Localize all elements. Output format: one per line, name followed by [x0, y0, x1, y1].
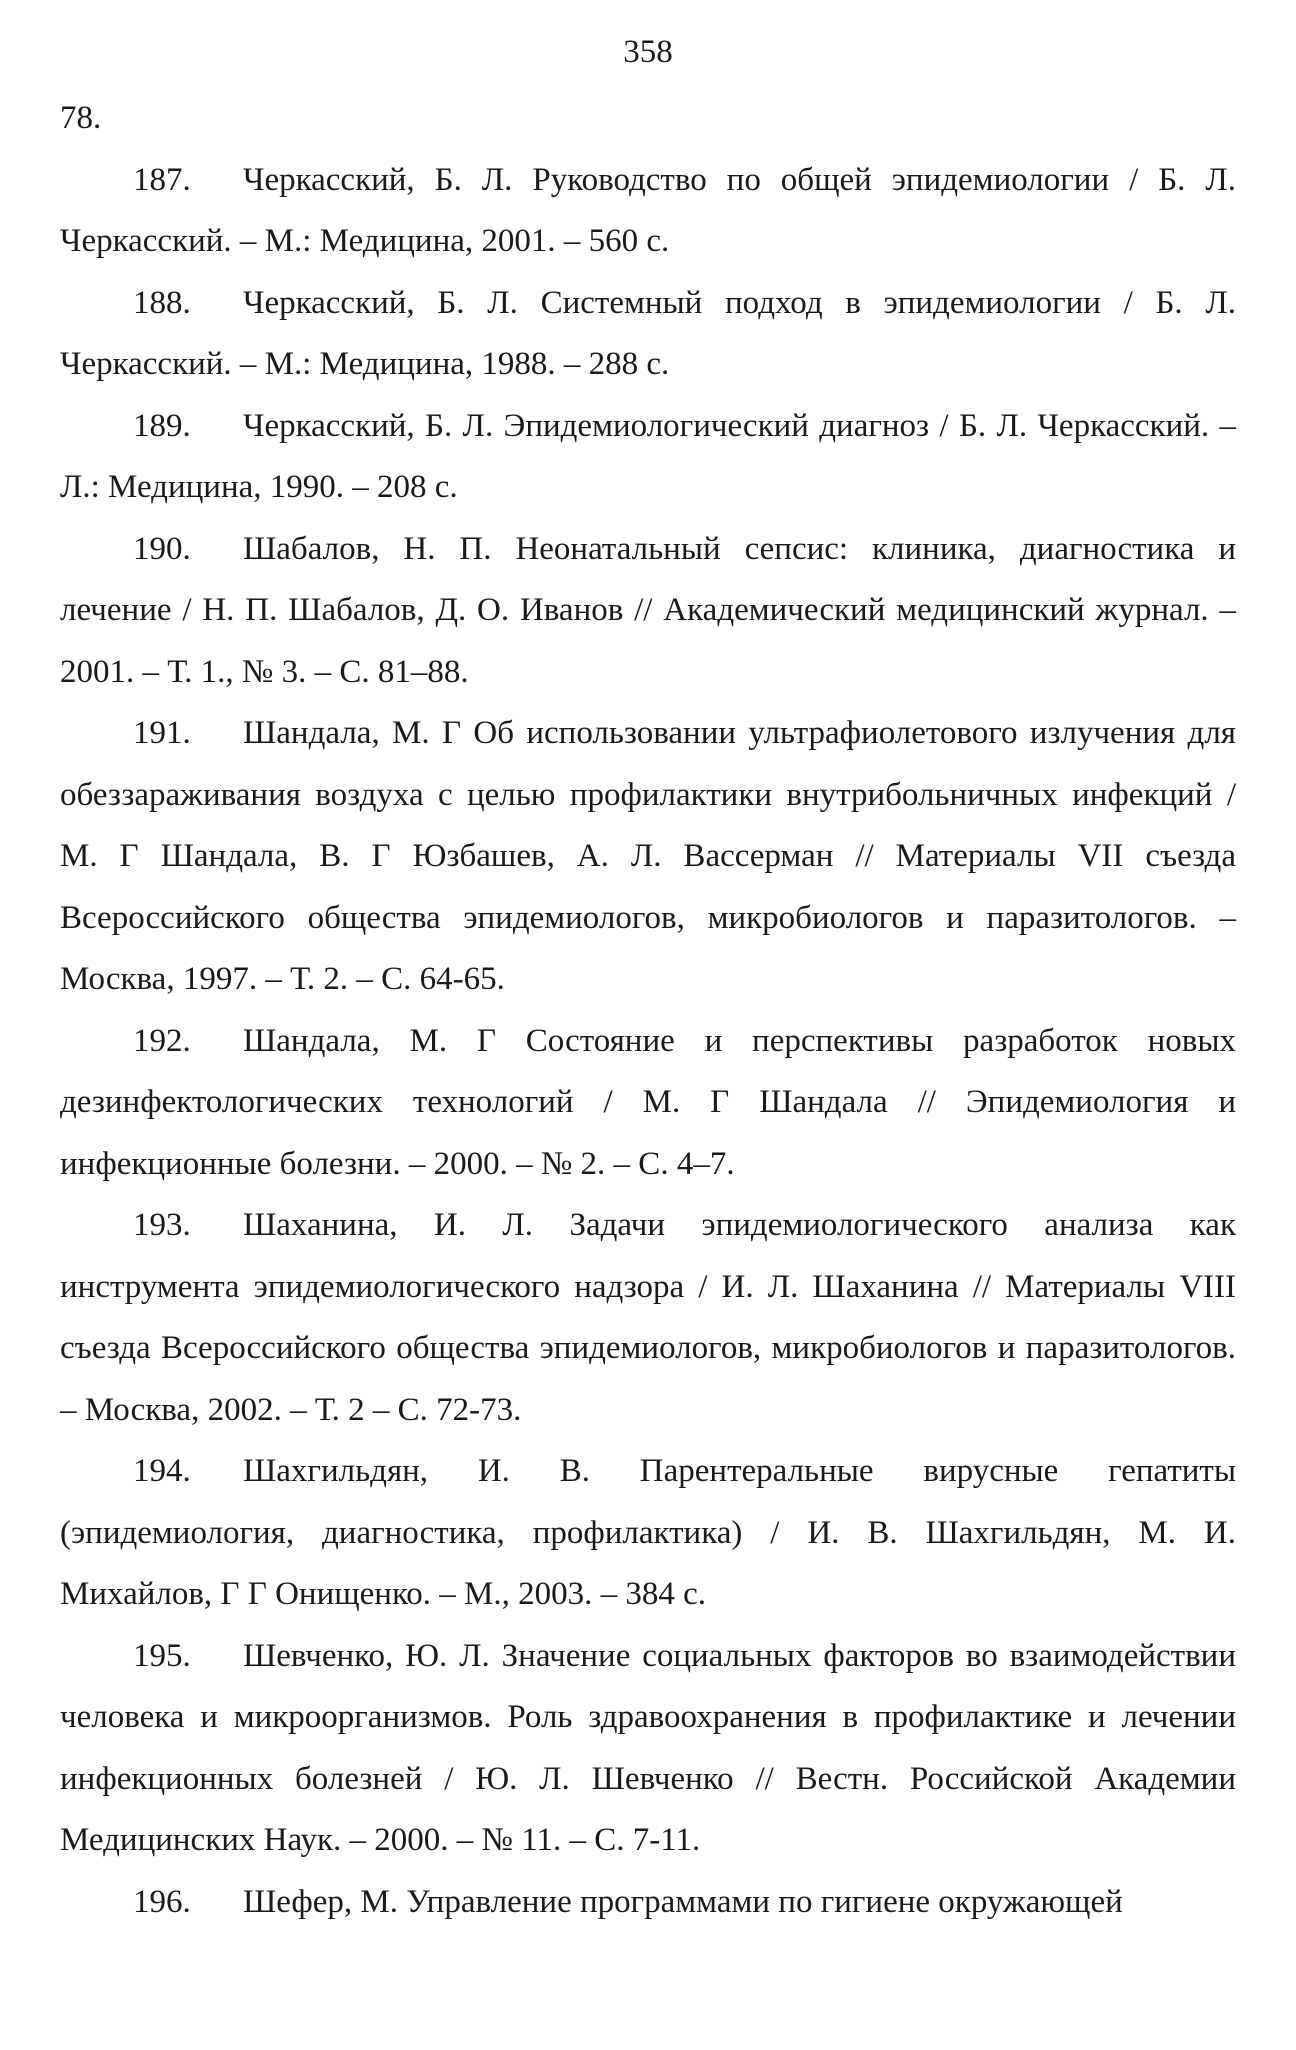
entry-text: Шахгильдян, И. В. Парентеральные вирусные гепатиты (эпидемиология, диагностика, профилактика) / И. В. Шахгильдян, М. И. Михайлов, Г Г Онищенко. – М., 2003. – 384 с. [60, 1453, 1236, 1612]
page-number: 358 [623, 34, 673, 70]
bibliography-entry-191 [60, 703, 1236, 1011]
entry-text: Шевченко, Ю. Л. Значение социальных факторов во взаимодействии человека и микроорганизмов. Роль здравоохранения в профилактике и лечении инфекционных болезней / Ю. Л. Шевченко // Вестн. Российской Академии Медицинских Наук. – 2000. – № 11. – С. 7-11. [60, 1637, 1236, 1858]
bibliography-entry-187 [60, 150, 1236, 273]
entry-number: 189. [133, 407, 191, 444]
entry-number: 193. [133, 1207, 191, 1243]
entry-text: Шефер, М. Управление программами по гигиене окружающей [243, 1883, 1123, 1920]
bibliography-entry-190 [60, 519, 1236, 704]
entry-text: Черкасский, Б. Л. Руководство по общей эпидемиологии / Б. Л. Черкасский. – М.: Медицина, 2001. – 560 с. [60, 161, 1236, 259]
entry-number: 194. [133, 1453, 191, 1489]
entry-number: 188. [133, 284, 191, 321]
previous-entry-continuation: 78. [60, 100, 102, 136]
bibliography-entry-194 [60, 1441, 1236, 1626]
entry-text: Шаханина, И. Л. Задачи эпидемиологического анализа как инструмента эпидемиологического надзора / И. Л. Шаханина // Материалы VIII съезда Всероссийского общества эпидемиологов, микробиологов и паразитологов. – Москва, 2002. – Т. 2 – С. 72-73. [60, 1207, 1236, 1428]
entry-text: Шабалов, Н. П. Неонатальный сепсис: клиника, диагностика и лечение / Н. П. Шабалов, Д. О. Иванов // Академический медицинский журнал. – 2001. – Т. 1., № 3. – С. 81–88. [60, 530, 1236, 690]
entry-text: Шандала, М. Г Об использовании ультрафиолетового излучения для обеззараживания воздуха с целью профилактики внутрибольничных инфекций / М. Г Шандала, В. Г Юзбашев, А. Л. Вассерман // Материалы VII съезда Всероссийского общества эпидемиологов, микробиологов и паразитологов. – Москва, 1997. – Т. 2. – С. 64-65. [60, 715, 1236, 997]
entry-number: 187. [133, 161, 191, 198]
entry-number: 196. [133, 1883, 191, 1920]
entry-text: Шандала, М. Г Состояние и перспективы разработок новых дезинфектологических технологий / М. Г Шандала // Эпидемиология и инфекционные болезни. – 2000. – № 2. – С. 4–7. [60, 1022, 1236, 1182]
bibliography-entry-196 [60, 1872, 1236, 1934]
entry-text: Черкасский, Б. Л. Эпидемиологический диагноз / Б. Л. Черкасский. – Л.: Медицина, 1990. – 208 с. [60, 407, 1236, 505]
entry-number: 192. [133, 1022, 191, 1059]
entry-text: Черкасский, Б. Л. Системный подход в эпидемиологии / Б. Л. Черкасский. – М.: Медицина, 1988. – 288 с. [60, 284, 1236, 382]
bibliography-entry-193 [60, 1195, 1236, 1441]
bibliography-entry-189 [60, 396, 1236, 519]
bibliography-list [60, 88, 1236, 1933]
bibliography-entry-192 [60, 1011, 1236, 1196]
entry-number: 195. [133, 1637, 191, 1674]
entry-number: 190. [133, 530, 191, 567]
bibliography-entry-188 [60, 273, 1236, 396]
entry-number: 191. [133, 715, 191, 751]
bibliography-entry-195 [60, 1626, 1236, 1872]
